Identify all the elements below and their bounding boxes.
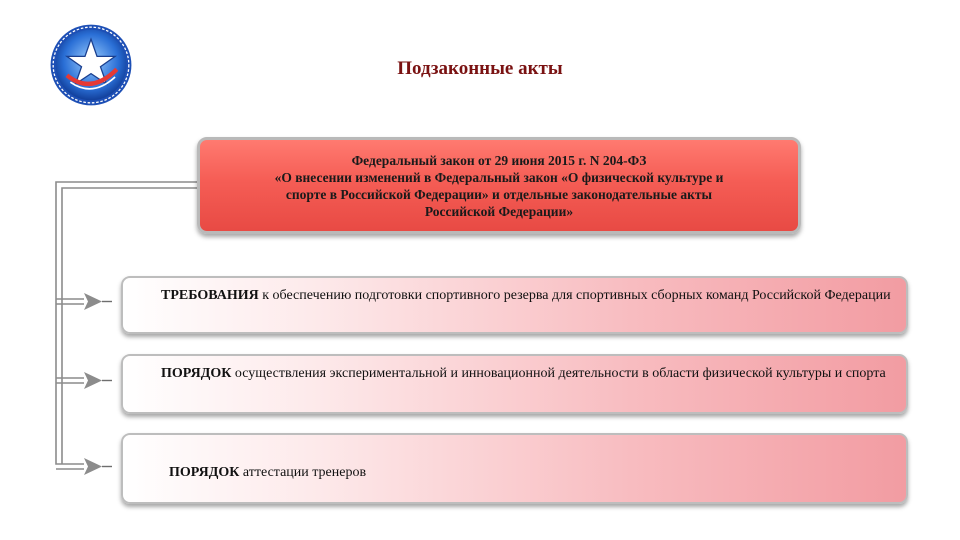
arrow-right-icon — [84, 458, 102, 475]
law-line-4: Российской Федерации» — [424, 203, 574, 219]
slide-title: Подзаконные акты — [397, 58, 563, 79]
act-keyword: ПОРЯДОК — [169, 465, 240, 480]
federal-law-text — [275, 152, 724, 220]
act-box-coach-certification — [121, 433, 908, 504]
act-keyword: ПОРЯДОК — [161, 366, 232, 381]
arrow-right-icon — [84, 372, 102, 389]
law-line-3: спорте в Российской Федерации» и отдельные законодательные акты — [285, 186, 713, 202]
act-box-requirements — [121, 276, 908, 334]
act-box-innovation-order — [121, 354, 908, 414]
law-line-2: «О внесении изменений в Федеральный закон «О физической культуре и — [274, 169, 724, 185]
law-line-1: Федеральный закон от 29 июня 2015 г. N 204-ФЗ — [351, 152, 647, 168]
act-text: к обеспечению подготовки спортивного резерва для спортивных сборных команд Российской Федерации — [258, 288, 891, 303]
act-keyword: ТРЕБОВАНИЯ — [161, 288, 259, 303]
act-text: осуществления экспериментальной и инновационной деятельности в области физической культуры и спорта — [231, 366, 886, 381]
federal-law-box — [197, 137, 801, 234]
act-text: аттестации тренеров — [239, 465, 367, 480]
arrow-right-icon — [84, 293, 102, 310]
